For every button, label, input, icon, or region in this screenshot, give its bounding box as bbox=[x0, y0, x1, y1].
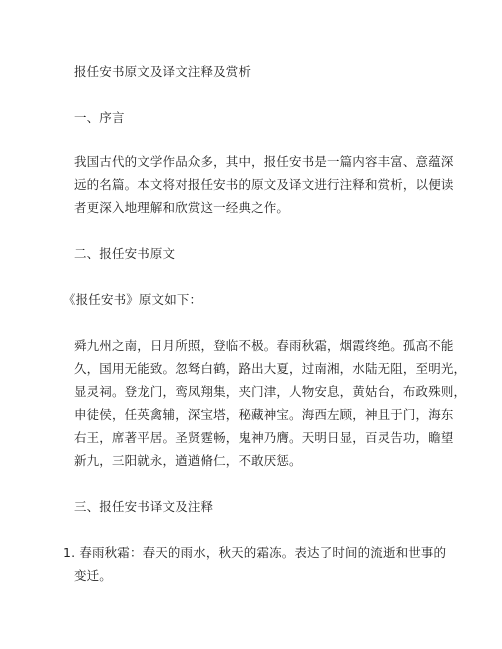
section-heading-original: 二、报任安书原文 bbox=[74, 246, 176, 261]
original-line-1: 舜九州之南，日月所照，登临不极。春雨秋霜，烟霞终绝。孤高不能 bbox=[74, 338, 454, 353]
original-intro: 《报任安书》原文如下： bbox=[63, 292, 203, 307]
note-line-1: 1. 春雨秋霜：春天的雨水，秋天的霜冻。表达了时间的流逝和世事的 bbox=[63, 545, 447, 560]
original-line-3: 显灵祠。登龙门，鸾凤翔集，夹门津，人物安息，黄姑台，布政殊则， bbox=[74, 384, 467, 399]
section-heading-translation: 三、报任安书译文及注释 bbox=[74, 499, 214, 514]
intro-line-3: 者更深入地理解和欣赏这一经典之作。 bbox=[74, 200, 290, 215]
original-line-5: 右王，席著平居。圣贤霆畅，鬼神乃膺。天明日显，百灵告功，瞻望 bbox=[74, 430, 454, 445]
document-title: 报任安书原文及译文注释及赏析 bbox=[74, 64, 252, 79]
original-line-6: 新九，三阳就永，遒遒脩仁，不敢厌惩。 bbox=[74, 453, 302, 468]
original-line-4: 申徒侯，任英禽辅，深宝塔，秘藏神宝。海西左顾，神且于门，海东 bbox=[74, 407, 454, 422]
intro-line-1: 我国古代的文学作品众多，其中，报任安书是一篇内容丰富、意蕴深 bbox=[74, 154, 454, 169]
original-line-2: 久，国用无能致。忽驽白鹤，路出大夏，过南湘，水陆无阻，至明光， bbox=[74, 361, 467, 376]
note-line-2: 变迁。 bbox=[74, 568, 112, 583]
section-heading-intro: 一、序言 bbox=[74, 110, 125, 125]
intro-line-2: 远的名篇。本文将对报任安书的原文及译文进行注释和赏析，以便读 bbox=[74, 177, 454, 192]
